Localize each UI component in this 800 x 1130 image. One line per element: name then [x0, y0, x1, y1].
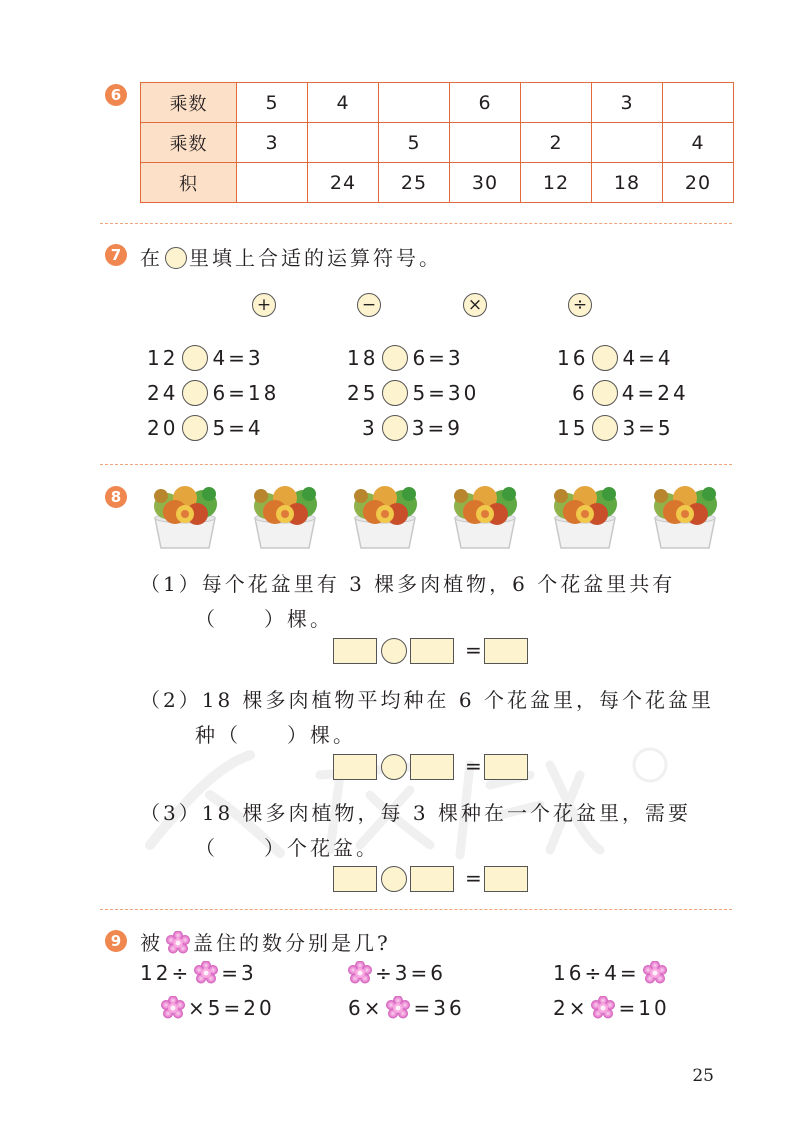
equation-right: 4=24 [621, 381, 689, 405]
table-cell[interactable]: 3 [592, 83, 663, 123]
equation [348, 993, 465, 1023]
succulent-pot-image [445, 484, 525, 550]
prompt-text: 被 [140, 931, 163, 955]
part-text: 18 棵多肉植物，每 3 棵种在一个花盆里，需要 [201, 801, 691, 825]
equation-right: =10 [618, 996, 670, 1020]
minus-operator: − [357, 293, 381, 317]
equation-right: 4=4 [622, 346, 674, 370]
operator-blank[interactable] [592, 415, 618, 441]
table-cell[interactable] [308, 123, 379, 163]
question-number-8: 8 [105, 486, 127, 508]
part-label: （2） [140, 688, 202, 712]
equation [572, 378, 689, 408]
succulent-pot-image [245, 484, 325, 550]
equals-sign: = [465, 754, 482, 778]
prompt-text: 盖住的数分别是几? [193, 931, 391, 955]
operator-blank[interactable] [182, 415, 208, 441]
equation-right: 3=9 [411, 416, 463, 440]
section-divider [100, 464, 732, 465]
part-2-line-1 [140, 684, 714, 713]
equation-left: 12 [147, 346, 179, 370]
table-cell[interactable]: 18 [592, 163, 663, 203]
part-3-line-2: （ ）个花盆。 [195, 836, 379, 860]
table-cell[interactable]: 4 [308, 83, 379, 123]
equation-left: 16÷4= [553, 961, 640, 985]
table-cell[interactable] [450, 123, 521, 163]
table-cell[interactable]: 24 [308, 163, 379, 203]
equation-left: 15 [557, 416, 589, 440]
equation-right: 6=18 [212, 381, 280, 405]
equation-right: =36 [413, 996, 465, 1020]
table-cell[interactable]: 25 [379, 163, 450, 203]
flower-icon[interactable] [194, 961, 218, 985]
times-operator: × [463, 293, 487, 317]
equation-left: 18 [347, 346, 379, 370]
question-number-6: 6 [105, 84, 127, 106]
flower-icon[interactable] [161, 996, 185, 1020]
part-text: 每个花盆里有 3 棵多肉植物，6 个花盆里共有 [201, 572, 676, 596]
part-label: （3） [140, 801, 202, 825]
equation-left: 16 [557, 346, 589, 370]
table-cell[interactable] [237, 163, 308, 203]
section-divider [100, 223, 732, 224]
equation-left: 6 [572, 381, 588, 405]
prompt-text: 在 [140, 246, 163, 270]
question-7-prompt [140, 242, 442, 273]
multiplication-table [140, 82, 734, 203]
equation-right: 5=4 [212, 416, 264, 440]
answer-box[interactable] [333, 754, 377, 780]
table-cell[interactable]: 4 [663, 123, 734, 163]
part-1-line-2: （ ）棵。 [195, 607, 333, 631]
operator-blank[interactable] [381, 754, 407, 780]
equation-left: 3 [362, 416, 378, 440]
answer-box[interactable] [484, 754, 528, 780]
operator-blank[interactable] [382, 380, 408, 406]
question-number-9: 9 [105, 930, 127, 952]
plus-operator: + [252, 293, 276, 317]
table-cell[interactable]: 2 [521, 123, 592, 163]
question-9-prompt [140, 927, 391, 959]
operator-blank[interactable] [382, 345, 408, 371]
equals-sign: = [465, 866, 482, 890]
equation [557, 413, 674, 443]
succulent-pot-image [645, 484, 725, 550]
flower-icon[interactable] [591, 996, 615, 1020]
equation-left: 20 [147, 416, 179, 440]
page-number: 25 [692, 1066, 714, 1086]
table-cell[interactable]: 6 [450, 83, 521, 123]
table-cell[interactable]: 12 [521, 163, 592, 203]
equation-left: 12÷ [140, 961, 192, 985]
table-cell[interactable] [379, 83, 450, 123]
succulent-pot-image [145, 484, 225, 550]
operator-blank[interactable] [592, 380, 618, 406]
part-1-line-1 [140, 568, 675, 597]
equation [347, 378, 479, 408]
table-cell[interactable]: 3 [237, 123, 308, 163]
table-row [141, 163, 734, 203]
table-cell[interactable]: 20 [663, 163, 734, 203]
equation [347, 343, 464, 373]
row-header: 乘数 [141, 123, 237, 163]
equation [158, 993, 275, 1023]
equation-left: 24 [147, 381, 179, 405]
table-row [141, 83, 734, 123]
equation [147, 378, 279, 408]
part-3-line-1 [140, 797, 691, 826]
question-number-7: 7 [105, 244, 127, 266]
table-cell[interactable] [663, 83, 734, 123]
prompt-text: 里填上合适的运算符号。 [189, 246, 442, 270]
table-cell[interactable] [592, 123, 663, 163]
flower-icon[interactable] [643, 961, 667, 985]
answer-box[interactable] [333, 638, 377, 664]
equation [140, 958, 257, 988]
table-cell[interactable]: 5 [237, 83, 308, 123]
operator-blank[interactable] [381, 866, 407, 892]
answer-box[interactable] [410, 754, 454, 780]
part-text: 18 棵多肉植物平均种在 6 个花盆里，每个花盆里 [201, 688, 714, 712]
answer-box[interactable] [410, 866, 454, 892]
equation-right: 6=3 [412, 346, 464, 370]
answer-box[interactable] [484, 866, 528, 892]
equals-sign: = [465, 638, 482, 662]
equation [147, 413, 264, 443]
answer-box[interactable] [333, 866, 377, 892]
part-label: （1） [140, 572, 202, 596]
row-header: 乘数 [141, 83, 237, 123]
equation-left: 25 [347, 381, 379, 405]
row-header: 积 [141, 163, 237, 203]
equation [147, 343, 264, 373]
equation [362, 413, 463, 443]
section-divider [100, 909, 732, 910]
flower-icon [166, 931, 190, 955]
divide-operator: ÷ [568, 293, 592, 317]
equation-left: 2× [553, 996, 589, 1020]
equation [553, 993, 670, 1023]
operator-blank[interactable] [382, 415, 408, 441]
part-2-line-2: 种（ ）棵。 [195, 723, 356, 747]
equation [557, 343, 674, 373]
equation-left: 6× [348, 996, 384, 1020]
operator-blank[interactable] [381, 638, 407, 664]
equation-right: =3 [221, 961, 257, 985]
blank-circle-icon [165, 247, 187, 269]
equation-right: 4=3 [212, 346, 264, 370]
answer-box[interactable] [484, 638, 528, 664]
succulent-pot-image [345, 484, 425, 550]
equation-right: 3=5 [622, 416, 674, 440]
operator-blank[interactable] [182, 380, 208, 406]
succulent-pot-image [545, 484, 625, 550]
table-row [141, 123, 734, 163]
answer-box[interactable] [410, 638, 454, 664]
flower-icon[interactable] [386, 996, 410, 1020]
table-cell[interactable]: 5 [379, 123, 450, 163]
table-cell[interactable]: 30 [450, 163, 521, 203]
flower-icon[interactable] [348, 961, 372, 985]
equation-right: 5=30 [412, 381, 480, 405]
table-cell[interactable] [521, 83, 592, 123]
equation-right: ÷3=6 [375, 961, 446, 985]
operator-blank[interactable] [182, 345, 208, 371]
equation-right: ×5=20 [188, 996, 275, 1020]
equation [553, 958, 670, 988]
equation [345, 958, 446, 988]
operator-blank[interactable] [592, 345, 618, 371]
